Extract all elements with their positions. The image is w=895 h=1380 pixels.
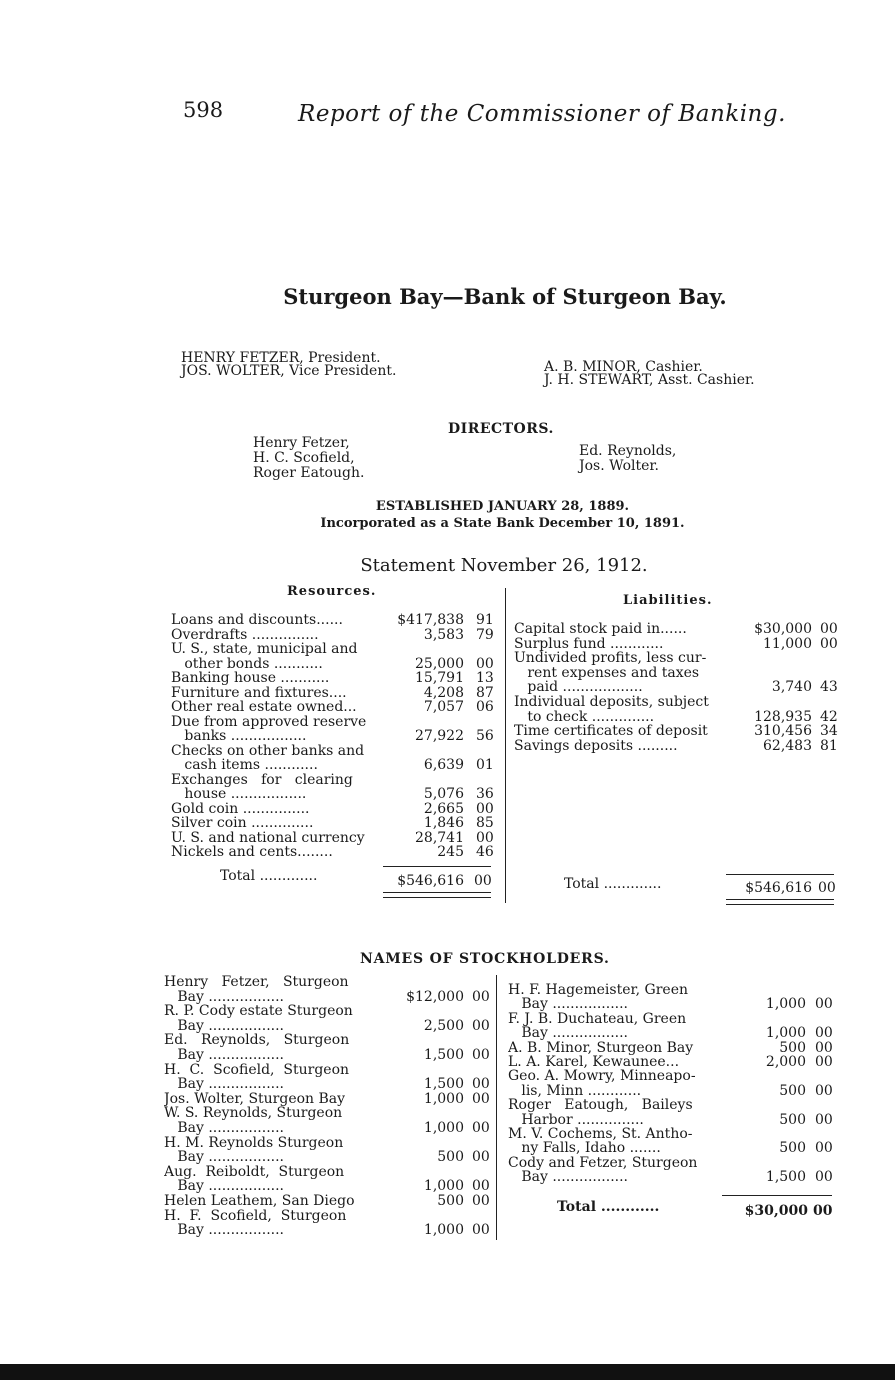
stockholder-row	[164, 1092, 494, 1107]
resource-row-label: Overdrafts ...............	[171, 627, 319, 642]
liability-row-dollars: 62,483	[763, 737, 812, 754]
resource-row	[171, 628, 501, 643]
stockholder-row-dollars: 500	[779, 1082, 806, 1099]
stockholder-row-label: Henry Fetzer, Sturgeon	[164, 975, 349, 990]
stockholder-row	[164, 1136, 494, 1151]
stockholder-row-label: Bay .................	[508, 1026, 628, 1041]
stockholder-row	[508, 1098, 838, 1112]
stockholder-row	[164, 1077, 494, 1092]
directors-right	[579, 444, 676, 474]
resources-total-dollars: $546,616	[397, 873, 464, 889]
liability-row-label: Undivided profits, less cur-	[514, 651, 707, 666]
liability-row-cents: 42	[820, 708, 838, 725]
resource-row	[171, 787, 501, 802]
stockholder-row-label: Aug. Reiboldt, Sturgeon	[164, 1164, 345, 1180]
stockholder-row-dollars: 1,500	[423, 1046, 464, 1063]
stockholder-row	[508, 1012, 838, 1026]
resource-row-cents: 36	[476, 786, 494, 802]
resource-row	[171, 657, 501, 672]
stockholder-row-cents: 00	[815, 1039, 833, 1056]
liability-row-label: Surplus fund ............	[514, 636, 664, 652]
stockholder-row-cents: 00	[472, 1222, 490, 1239]
stockholder-row-label: L. A. Karel, Kewaunee...	[508, 1054, 680, 1070]
stockholders-total-label: Total ............	[557, 1199, 660, 1215]
stockholder-row-label: A. B. Minor, Sturgeon Bay	[508, 1040, 694, 1056]
stockholder-row-label: Helen Leathem, San Diego	[164, 1193, 355, 1209]
stockholder-row	[508, 1041, 838, 1055]
stockholder-row	[164, 1048, 494, 1063]
resource-row	[171, 758, 501, 773]
stockholder-row	[164, 975, 494, 990]
resource-row-dollars: 5,076	[423, 786, 464, 802]
stockholder-row-label: Jos. Wolter, Sturgeon Bay	[164, 1091, 346, 1107]
stockholder-row-dollars: $12,000	[406, 988, 464, 1005]
stockholder-row-dollars: 500	[779, 1140, 806, 1157]
stockholder-row	[164, 1150, 494, 1165]
stockholder-row-dollars: 500	[437, 1149, 464, 1166]
incorporated-line: Incorporated as a State Bank December 10, 1891.	[320, 516, 685, 531]
officer-president: HENRY FETZER, President.	[181, 350, 381, 366]
stockholder-row-label: H. C. Scofield, Sturgeon	[164, 1062, 350, 1078]
stockholders-total-rule	[722, 1195, 832, 1196]
resource-row-cents: 56	[476, 728, 494, 744]
liabilities-heading: Liabilities.	[623, 593, 713, 608]
resource-row-dollars: 6,639	[423, 757, 464, 773]
liability-row-dollars: 128,935	[754, 708, 812, 725]
stockholder-row	[164, 1194, 494, 1209]
resource-row	[171, 845, 501, 860]
liability-row-cents: 43	[820, 679, 838, 696]
stockholder-row-dollars: 1,000	[765, 996, 806, 1013]
resource-row-cents: 79	[476, 626, 494, 643]
resource-row	[171, 686, 501, 701]
resource-row-label: other bonds ...........	[171, 656, 323, 671]
liabilities-total-cents: 00	[818, 880, 836, 896]
stockholder-row-dollars: 2,000	[765, 1053, 806, 1070]
stockholder-row-cents: 00	[472, 1149, 490, 1166]
stockholder-row-cents: 00	[472, 1046, 490, 1063]
liability-row-label: rent expenses and taxes	[514, 665, 700, 681]
resource-row-cents: 85	[476, 815, 494, 831]
resources-total-label: Total .............	[220, 868, 318, 884]
stockholder-row-label: F. J. B. Duchateau, Green	[508, 1011, 687, 1027]
stockholder-row-label: H. F. Scofield, Sturgeon	[164, 1208, 347, 1223]
stockholders-left-table	[164, 975, 494, 1238]
officers-right	[544, 361, 755, 387]
stockholder-row	[164, 1121, 494, 1136]
resources-total-cents: 00	[474, 873, 492, 889]
stockholder-row-cents: 00	[472, 1076, 490, 1093]
resource-row-dollars: 15,791	[415, 670, 464, 686]
stockholders-divider	[496, 975, 497, 1240]
resource-row-cents: 46	[476, 844, 494, 860]
page-number: 598	[183, 98, 224, 122]
liability-row-label: paid ..................	[514, 680, 643, 695]
stockholder-row	[164, 1106, 494, 1121]
resource-row-dollars: 1,846	[423, 815, 464, 831]
stockholder-row-label: Bay .................	[164, 1223, 284, 1238]
stockholder-row-cents: 00	[815, 1025, 833, 1042]
directors-heading: DIRECTORS.	[448, 421, 554, 437]
stockholder-row	[164, 1019, 494, 1034]
stockholders-total-cents: 00	[813, 1203, 833, 1219]
stockholder-row-cents: 00	[472, 1178, 490, 1195]
resource-row-cents: 06	[476, 699, 494, 715]
resource-row	[171, 729, 501, 744]
stockholder-row-label: Bay .................	[508, 997, 628, 1012]
stockholder-row-label: Bay .................	[164, 1150, 284, 1165]
running-title: Report of the Commissioner of Banking.	[298, 101, 786, 127]
stockholder-row-cents: 00	[472, 988, 490, 1005]
stockholder-row	[508, 1141, 838, 1155]
resource-row-cents: 00	[476, 800, 494, 817]
director-name: Ed. Reynolds,	[579, 443, 677, 459]
stockholder-row-label: Bay .................	[164, 1018, 284, 1034]
stockholder-row-label: Bay .................	[164, 1047, 284, 1063]
stockholder-row-label: M. V. Cochems, St. Antho-	[508, 1126, 693, 1142]
stockholder-row-label: H. M. Reynolds Sturgeon	[164, 1135, 344, 1151]
resource-row	[171, 671, 501, 686]
resource-row-cents: 01	[476, 757, 494, 773]
stockholder-row	[164, 1165, 494, 1180]
stockholder-row-dollars: 1,000	[423, 1090, 464, 1107]
resource-row	[171, 613, 501, 628]
stockholder-row-label: Bay .................	[164, 1077, 284, 1092]
stockholder-row	[164, 1063, 494, 1078]
liability-row	[514, 622, 844, 637]
directors-left	[253, 436, 364, 481]
stockholder-row	[508, 1026, 838, 1040]
stockholder-row	[508, 1055, 838, 1069]
stockholder-row-dollars: 1,000	[765, 1025, 806, 1042]
stockholder-row	[164, 1033, 494, 1048]
resource-row-dollars: 7,057	[423, 699, 464, 715]
stockholders-heading: NAMES OF STOCKHOLDERS.	[360, 951, 610, 967]
stockholder-row-dollars: 500	[779, 1111, 806, 1128]
resource-row	[171, 715, 501, 730]
officer-asst-cashier: J. H. STEWART, Asst. Cashier.	[544, 372, 755, 388]
resource-row	[171, 700, 501, 715]
stockholder-row	[508, 997, 838, 1011]
stockholder-row	[164, 1004, 494, 1019]
stockholder-row	[164, 1179, 494, 1194]
liability-row-cents: 34	[820, 723, 838, 740]
resource-row-dollars: 25,000	[415, 655, 464, 672]
liability-row-label: Individual deposits, subject	[514, 694, 709, 710]
liability-row	[514, 739, 844, 754]
liabilities-total-label: Total .............	[564, 876, 662, 892]
stockholder-row-cents: 00	[472, 1192, 490, 1209]
resource-row-label: Due from approved reserve	[171, 714, 367, 729]
resource-row-label: Checks on other banks and	[171, 743, 365, 758]
resource-row-label: Exchanges for clearing	[171, 772, 353, 787]
stockholder-row	[508, 1156, 838, 1170]
stockholders-right-table	[508, 983, 838, 1184]
scan-edge	[0, 1364, 895, 1380]
stockholder-row-cents: 00	[815, 1140, 833, 1157]
stockholder-row-cents: 00	[815, 996, 833, 1013]
liabilities-total-rule	[726, 874, 834, 875]
resource-row-dollars: $417,838	[397, 612, 464, 628]
stockholder-row-cents: 00	[472, 1017, 490, 1034]
stockholder-row-cents: 00	[472, 1090, 490, 1107]
stockholder-row-dollars: 500	[437, 1192, 464, 1209]
stockholder-row-cents: 00	[815, 1169, 833, 1186]
liability-row	[514, 710, 844, 725]
resource-row	[171, 802, 501, 817]
stockholders-total-dollars: $30,000	[744, 1203, 808, 1219]
liability-row-dollars: 3,740	[771, 679, 812, 696]
stockholder-row-label: R. P. Cody estate Sturgeon	[164, 1004, 353, 1019]
officers-left	[181, 352, 396, 378]
stockholder-row	[164, 990, 494, 1005]
resources-table	[171, 613, 501, 860]
liability-row	[514, 666, 844, 681]
liability-row-dollars: $30,000	[754, 621, 812, 637]
statement-title: Statement November 26, 1912.	[360, 555, 648, 576]
resource-row-dollars: 2,665	[423, 800, 464, 817]
officer-cashier: A. B. MINOR, Cashier.	[544, 359, 703, 375]
stockholder-row-label: W. S. Reynolds, Sturgeon	[164, 1106, 343, 1121]
resource-row-label: banks .................	[171, 729, 307, 744]
liability-row	[514, 651, 844, 666]
resources-heading: Resources.	[287, 584, 377, 599]
liabilities-total-dollars: $546,616	[745, 880, 812, 896]
resource-row-cents: 00	[476, 655, 494, 672]
stockholder-row	[508, 1069, 838, 1083]
liability-row-label: Capital stock paid in......	[514, 622, 687, 637]
liability-row	[514, 724, 844, 739]
resource-row	[171, 773, 501, 788]
resource-row-dollars: 3,583	[423, 626, 464, 643]
liability-row-label: Savings deposits .........	[514, 738, 678, 754]
stockholder-row	[508, 1113, 838, 1127]
liability-row	[514, 695, 844, 710]
director-name: H. C. Scofield,	[253, 450, 355, 466]
resource-row-label: Nickels and cents........	[171, 845, 333, 860]
resource-row-label: house .................	[171, 787, 307, 802]
stockholder-row-label: Roger Eatough, Baileys	[508, 1098, 693, 1113]
liability-row	[514, 680, 844, 695]
liabilities-table	[514, 622, 844, 753]
stockholder-row-label: Geo. A. Mowry, Minneapo-	[508, 1069, 696, 1084]
stockholder-row-label: Bay .................	[508, 1170, 628, 1185]
liability-row-dollars: 310,456	[754, 723, 812, 740]
stockholder-row	[508, 1170, 838, 1184]
resource-row-label: U. S. and national currency	[171, 830, 365, 845]
stockholder-row-dollars: 1,000	[423, 1222, 464, 1239]
director-name: Jos. Wolter.	[579, 458, 659, 474]
stockholder-row-label: ny Falls, Idaho .......	[508, 1141, 661, 1156]
resource-row-cents: 13	[476, 670, 494, 686]
resource-row-label: U. S., state, municipal and	[171, 642, 358, 657]
liability-row-label: Time certificates of deposit	[514, 724, 708, 739]
liability-row-dollars: 11,000	[763, 635, 812, 652]
established-line: ESTABLISHED JANUARY 28, 1889.	[375, 499, 630, 514]
liability-row-cents: 00	[820, 635, 838, 652]
stockholder-row-label: Bay .................	[164, 1179, 284, 1194]
resource-row	[171, 744, 501, 759]
stockholder-row-cents: 00	[815, 1053, 833, 1070]
liability-row	[514, 637, 844, 652]
stockholder-row-label: Harbor ...............	[508, 1112, 644, 1128]
resource-row-label: cash items ............	[171, 758, 318, 773]
stockholder-row-label: H. F. Hagemeister, Green	[508, 983, 688, 998]
stockholder-row	[508, 1127, 838, 1141]
resource-row-label: Other real estate owned...	[171, 700, 357, 715]
stockholder-row-dollars: 2,500	[423, 1017, 464, 1034]
bank-title: Sturgeon Bay—Bank of Sturgeon Bay.	[283, 284, 727, 309]
stockholder-row-cents: 00	[815, 1111, 833, 1128]
stockholder-row-label: lis, Minn ............	[508, 1083, 642, 1099]
stockholder-row-cents: 00	[472, 1119, 490, 1136]
stockholder-row-label: Ed. Reynolds, Sturgeon	[164, 1033, 350, 1048]
liability-row-label: to check ..............	[514, 709, 655, 725]
resource-row-label: Furniture and fixtures....	[171, 685, 347, 700]
resource-row-label: Banking house ...........	[171, 671, 330, 686]
resource-row-cents: 87	[476, 684, 494, 701]
resources-double-rule	[383, 892, 491, 898]
stockholder-row-label: Bay .................	[164, 989, 284, 1005]
stockholder-row-dollars: 1,500	[423, 1076, 464, 1093]
stockholder-row-dollars: 1,500	[765, 1169, 806, 1186]
stockholder-row	[508, 983, 838, 997]
resource-row-dollars: 4,208	[423, 684, 464, 701]
stockholder-row	[164, 1223, 494, 1238]
stockholder-row-dollars: 1,000	[423, 1119, 464, 1136]
stockholder-row-cents: 00	[815, 1082, 833, 1099]
resource-row	[171, 816, 501, 831]
liability-row-cents: 00	[820, 621, 838, 637]
director-name: Henry Fetzer,	[253, 435, 350, 451]
stockholder-row	[508, 1084, 838, 1098]
resource-row-label: Silver coin ..............	[171, 816, 314, 831]
resource-row-dollars: 245	[437, 844, 464, 860]
resource-row-dollars: 27,922	[415, 728, 464, 744]
resource-row-label: Loans and discounts......	[171, 613, 343, 628]
resources-total-rule	[383, 866, 491, 867]
stockholder-row-dollars: 500	[779, 1039, 806, 1056]
stockholder-row-dollars: 1,000	[423, 1178, 464, 1195]
director-name: Roger Eatough.	[253, 465, 365, 481]
resource-row-label: Gold coin ...............	[171, 801, 310, 816]
stockholder-row-label: Cody and Fetzer, Sturgeon	[508, 1155, 698, 1171]
stockholder-row	[164, 1209, 494, 1224]
resource-row-cents: 91	[476, 612, 494, 628]
liabilities-double-rule	[726, 899, 834, 905]
statement-divider	[505, 588, 506, 903]
stockholder-row-label: Bay .................	[164, 1120, 284, 1136]
resource-row	[171, 831, 501, 846]
liability-row-cents: 81	[820, 737, 838, 754]
resource-row-dollars: 28,741	[415, 829, 464, 846]
resource-row	[171, 642, 501, 657]
officer-vice-president: JOS. WOLTER, Vice President.	[181, 363, 397, 379]
resource-row-cents: 00	[476, 829, 494, 846]
